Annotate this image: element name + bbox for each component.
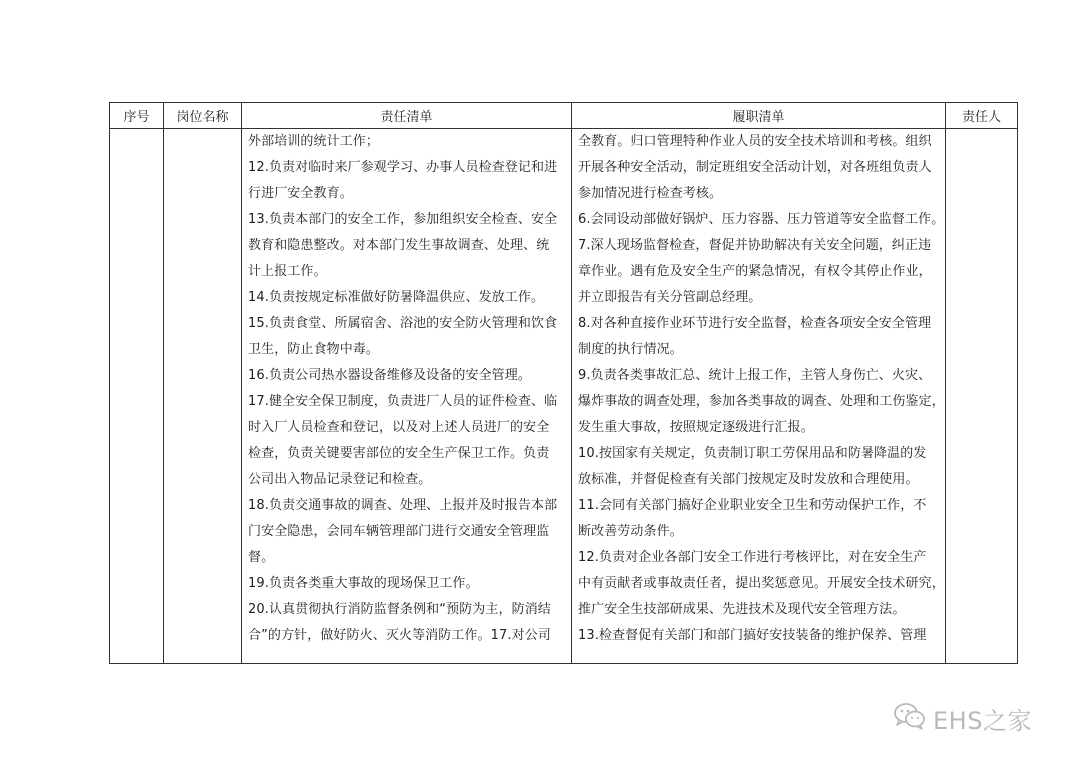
responsibility-line: 14.负责按规定标准做好防暑降温供应、发放工作。 — [248, 290, 545, 305]
responsibility-line: 外部培训的统计工作； — [248, 134, 380, 149]
performance-line: 10.按国家有关规定，负责制订职工劳保用品和防暑降温的发 — [578, 446, 927, 461]
performance-line: 9.负责各类事故汇总、统计上报工作，主管人身伤亡、火灾、 — [578, 368, 932, 383]
responsibility-line: 时入厂人员检查和登记，以及对上述人员进厂的安全 — [248, 420, 550, 435]
performance-line: 开展各种安全活动，制定班组安全活动计划，对各班组负责人 — [578, 160, 932, 175]
header-seq: 序号 — [110, 103, 164, 129]
performance-line: 6.会同设动部做好锅炉、压力容器、压力管道等安全监督工作。 — [578, 212, 945, 227]
responsibility-cell — [242, 129, 572, 664]
header-position: 岗位名称 — [164, 103, 242, 129]
header-row — [110, 103, 1018, 129]
responsibility-line: 行进厂安全教育。 — [248, 186, 353, 201]
responsibility-line: 17.健全安全保卫制度，负责进厂人员的证件检查、临 — [248, 394, 558, 409]
performance-line: 并立即报告有关分管副总经理。 — [578, 290, 762, 305]
duty-table — [109, 102, 1018, 664]
performance-line: 8.对各种直接作业环节进行安全监督，检查各项安全安全管理 — [578, 316, 932, 331]
responsibility-line: 15.负责食堂、所属宿舍、浴池的安全防火管理和饮食 — [248, 316, 558, 331]
performance-line: 13.检查督促有关部门和部门搞好安技装备的维护保养、管理 — [578, 628, 927, 643]
performance-line: 断改善劳动条件。 — [578, 524, 683, 539]
header-owner: 责任人 — [946, 103, 1018, 129]
performance-line: 全教育。归口管理特种作业人员的安全技术培训和考核。组织 — [578, 134, 932, 149]
responsibility-line: 18.负责交通事故的调查、处理、上报并及时报告本部 — [248, 498, 558, 513]
performance-line: 发生重大事故，按照规定逐级进行汇报。 — [578, 420, 814, 435]
performance-line: 11.会同有关部门搞好企业职业安全卫生和劳动保护工作，不 — [578, 498, 927, 513]
responsibility-line: 门安全隐患，会同车辆管理部门进行交通安全管理监 — [248, 524, 550, 539]
performance-line: 放标准，并督促检查有关部门按规定及时发放和合理使用。 — [578, 472, 919, 487]
performance-line: 12.负责对企业各部门安全工作进行考核评比，对在安全生产 — [578, 550, 927, 565]
position-cell — [164, 129, 242, 664]
header-responsibility: 责任清单 — [242, 103, 572, 129]
responsibility-line: 19.负责各类重大事故的现场保卫工作。 — [248, 576, 479, 591]
responsibility-line: 12.负责对临时来厂参观学习、办事人员检查登记和进 — [248, 160, 558, 175]
responsibility-line: 16.负责公司热水器设备维修及设备的安全管理。 — [248, 368, 531, 383]
responsibility-line: 教育和隐患整改。对本部门发生事故调查、处理、统 — [248, 238, 550, 253]
responsibility-line: 卫生，防止食物中毒。 — [248, 342, 380, 357]
responsibility-line: 20.认真贯彻执行消防监督条例和“预防为主，防消结 — [248, 602, 551, 617]
performance-line: 推广安全生技部研成果、先进技术及现代安全管理方法。 — [578, 602, 906, 617]
wechat-icon — [893, 702, 927, 734]
seq-cell — [110, 129, 164, 664]
header-performance: 履职清单 — [572, 103, 946, 129]
responsibility-line: 计上报工作。 — [248, 264, 327, 279]
owner-cell — [946, 129, 1018, 664]
responsibility-line: 13.负责本部门的安全工作，参加组织安全检查、安全 — [248, 212, 558, 227]
watermark-text: EHS之家 — [933, 706, 1032, 735]
performance-line: 章作业。遇有危及安全生产的紧急情况，有权令其停止作业， — [578, 264, 932, 279]
responsibility-line: 检查，负责关键要害部位的安全生产保卫工作。负责 — [248, 446, 550, 461]
performance-line: 爆炸事故的调查处理，参加各类事故的调查、处理和工伤鉴定， — [578, 394, 945, 409]
performance-line: 中有贡献者或事故责任者，提出奖惩意见。开展安全技术研究， — [578, 576, 945, 591]
responsibility-line: 督。 — [248, 550, 275, 565]
performance-line: 制度的执行情况。 — [578, 342, 683, 357]
table-row — [110, 129, 1018, 664]
performance-cell — [572, 129, 946, 664]
performance-line: 7.深人现场监督检查，督促并协助解决有关安全问题，纠正违 — [578, 238, 932, 253]
performance-line: 参加情况进行检查考核。 — [578, 186, 723, 201]
watermark — [893, 703, 1032, 733]
responsibility-line: 合”的方针，做好防火、灭火等消防工作。17.对公司 — [248, 628, 551, 643]
responsibility-line: 公司出入物品记录登记和检查。 — [248, 472, 432, 487]
